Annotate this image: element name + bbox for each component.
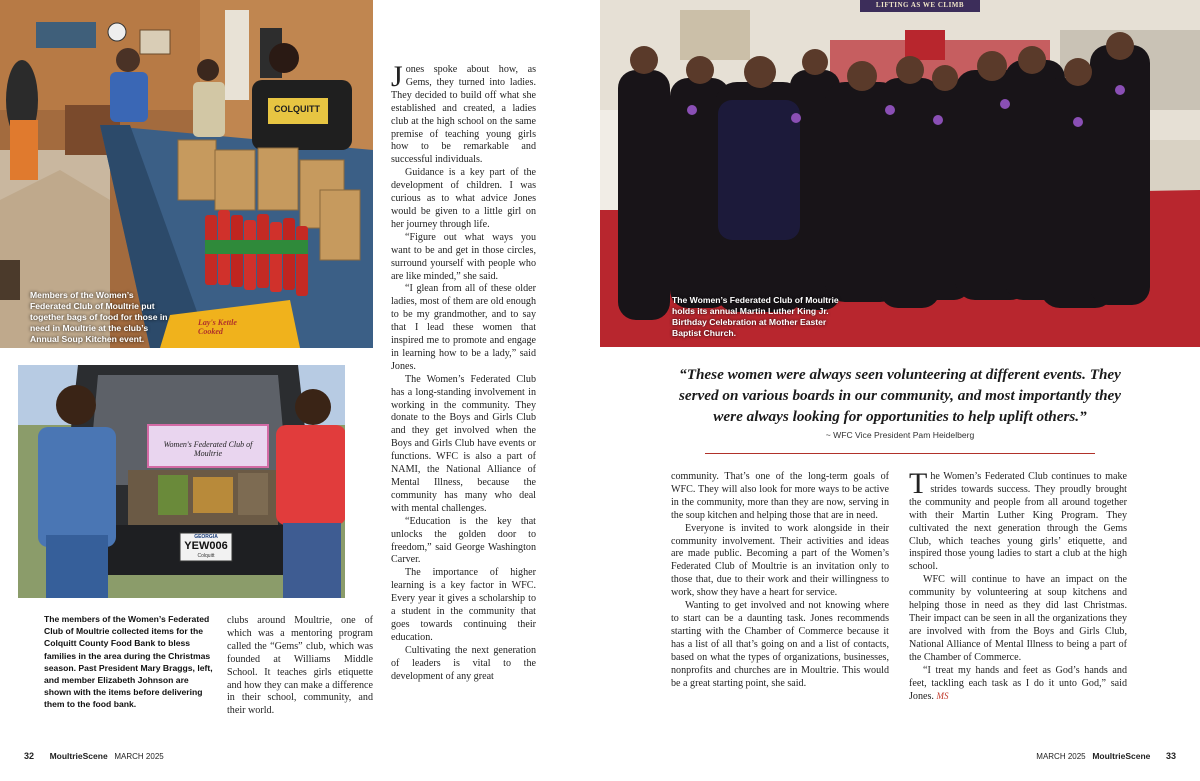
drop-cap: T [909,467,928,500]
page-number-right: 33 [1165,751,1176,761]
article-paragraph: Wanting to get involved and not knowing where to start can be a daunting task. Jones recommends starting with the Chamber of Commerce because it has a list of all that’s going on and a list of contacts, based on what the types of organizations, businesses, nonprofits and churches are in Moultrie. This would be a great starting point, she said. [671,600,889,689]
article-paragraph: clubs around Moultrie, one of which was a mentoring program called the “Gems” club, which was founded at Williams Middle School. It teaches girls etiquette and how they can make a difference in their school, community, and their world. [227,615,373,717]
sign-text: Women's Federated Club of Moultrie [163,440,253,458]
shirt-text: COLQUITT [274,104,320,114]
article-paragraph: The Women’s Federated Club has a long-standing involvement in working in the community. They donate to the Boys and Girls Club and they get involved when the Boys and Girls Club have events or functions. WFC is also a part of NAMI, the National Alliance of Mental Illness, because the community has many who deal with mental challenges. [391,373,536,514]
plate-state: GEORGIA [194,534,218,540]
chip-bag-text: Lay's Kettle Cooked [198,318,237,336]
article-paragraph: WFC will continue to have an impact on the community by volunteering at soup kitchens and helping those in need as they did last Christmas. Their impact can be seen in all the organizations they are involved with from the Boys and Girls Club, National Alliance of Mental Illness to being a part of the Chamber of Commerce. [909,574,1127,663]
magazine-brand-right: MoultrieScene [1092,751,1151,761]
magazine-brand-left: MoultrieScene [49,751,108,761]
food-bank-photo [18,365,345,598]
article-paragraph: “I treat my hands and feet as God’s hands and feet, tackling each task as I do it unto God,” said Jones. [909,664,1127,703]
article-paragraph: community. That’s one of the long-term goals of WFC. They will also look for more ways to be active in the community, more than they are now, serving in the soup kitchen and helping those that are in need. [671,471,889,521]
article-column-right-b [909,467,1127,704]
issue-date-right: MARCH 2025 [1036,752,1086,761]
church-banner-text: LIFTING AS WE CLIMB [875,1,965,9]
page-number-left: 32 [24,751,35,761]
author-signature: MS [936,691,949,702]
plate-county: Colquitt [197,553,215,559]
article-paragraph: he Women’s Federated Club continues to make strides towards success. They proudly brought the community and people from all around together with their Martin Luther King Program. They cultivated the next generation through the Gems Club, which teaches young girls’ etiquette, and inspired those young ladies to start a club at the high school. [909,471,1127,573]
article-paragraph: “Education is the key that unlocks the golden door to freedom,” said George Washington Carver. [391,515,536,566]
food-bank-caption: The members of the Women’s Federated Club of Moultrie collected items for the Colquitt County Food Bank to bless families in the area during the Christmas season. Past President Mary Braggs, left, and member Elizabeth Johnson are shown with the items before delivering them to the food bank. [44,614,213,710]
article-column-right-a [671,471,889,690]
pull-quote-attribution: ~ WFC Vice President Pam Heidelberg [825,430,975,440]
footer-right [1036,751,1176,761]
pull-quote: “These women were always seen volunteering at different events. They served on various boards in our community, and most importantly they were always looking for opportunities to help uplift others.” [678,366,1122,425]
article-paragraph: Cultivating the next generation of leaders is vital to the development of any great [391,644,536,682]
church-caption: The Women’s Federated Club of Moultrie holds its annual Martin Luther King Jr. Birthday Celebration at Mother Easter Baptist Church. [672,295,839,338]
plate-number: YEW006 [184,540,228,552]
issue-date-left: MARCH 2025 [114,752,164,761]
article-paragraph: “I glean from all of these older ladies, most of them are old enough to be my grandmother, and to say that I lead these women that inspired me to promote and engage in learning how to be a lady,” said Jones. [391,283,536,372]
article-column-middle [391,60,536,684]
article-paragraph: “Figure out what ways you want to be and get in those circles, surround yourself with people who are like minded,” she said. [391,231,536,282]
footer-left [24,751,164,761]
drop-cap: J [391,60,403,93]
article-paragraph: Everyone is invited to work alongside in their community involvement. Their activities and ideas are made public. Becoming a part of the Women’s Federated Club of Moultrie is an invitation only to those that, due to their work and their willingness to work, show they have a heart for service. [671,522,889,599]
article-column-left-bottom [227,615,373,718]
article-paragraph: Guidance is a key part of the development of children. I was curious as to what advice Jones would be given to a little girl on her journey through life. [391,167,536,230]
article-paragraph: The importance of higher learning is a key factor in WFC. Every year it gives a scholarship to a student in the community that goes towards continuing their education. [391,567,536,643]
pull-quote-divider [705,453,1095,454]
soup-kitchen-caption: Members of the Women’s Federated Club of Moultrie put together bags of food for those in need in Moultrie at the club’s Annual Soup Kitchen event. [30,290,168,344]
article-paragraph: ones spoke about how, as Gems, they turned into ladies. They decided to build off what she established and created, a ladies club at the high school on the same premise of teaching young girls how to be remarkable and successful individuals. [391,64,536,166]
